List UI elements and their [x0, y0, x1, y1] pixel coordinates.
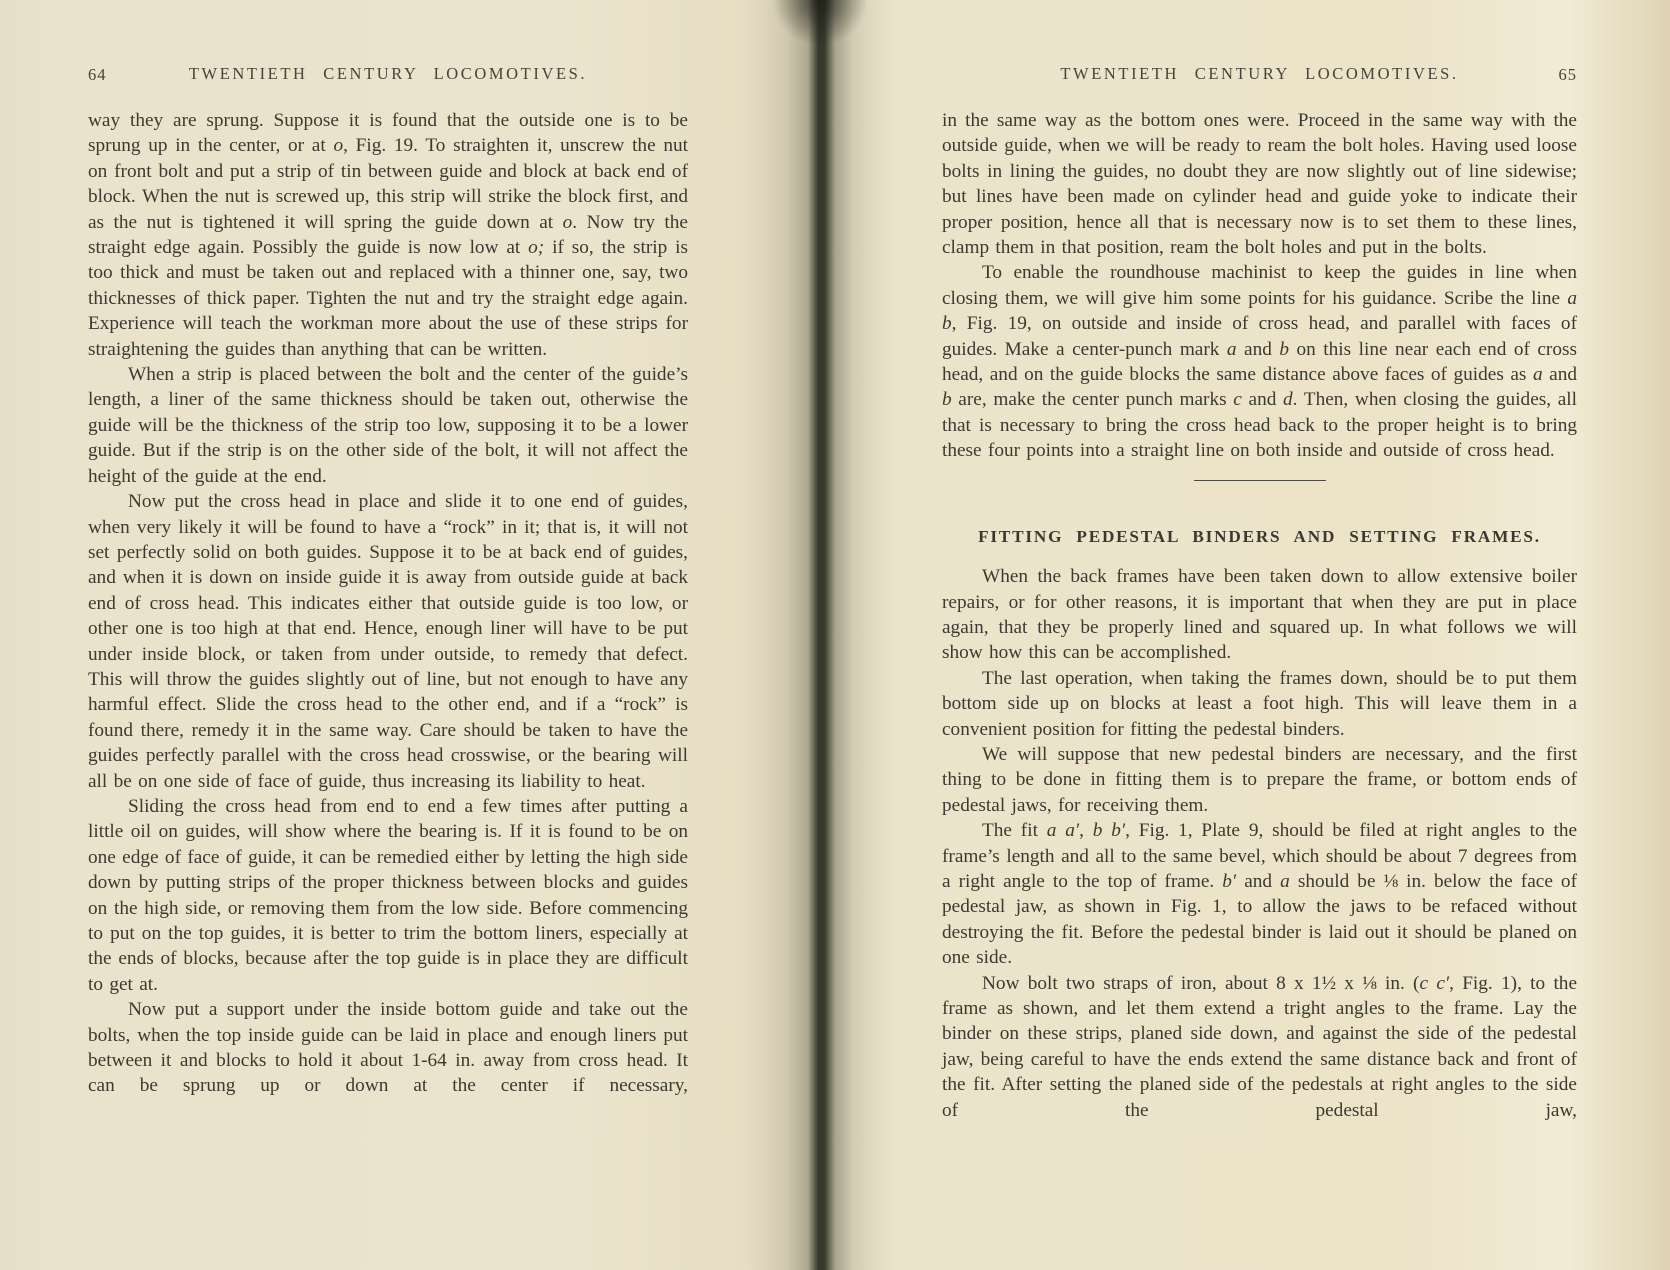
paragraph: way they are sprung. Suppose it is found that the outside one is to be sprung up in the center, or at o, Fig. 19. To straighten it, unscrew the nut on front bolt and put a strip of tin between guide and block at back end of block. When the nut is screwed up, this strip will strike the block first, and as the nut is tightened it will spring the guide down at o. Now try the straight edge again. Possibly the guide is now low at o; if so, the strip is too thick and must be taken out and replaced with a thinner one, say, two thicknesses of thick paper. Tighten the nut and try the straight edge again. Experience will teach the workman more about the use of these strips for straightening the guides than anything that can be written. — [88, 110, 688, 360]
page-number-left: 64 — [88, 65, 107, 84]
paragraph: To enable the roundhouse machinist to keep the guides in line when closing them, we will give him some points for his guidance. Scribe the line a b, Fig. 19, on outside and inside of cross head, and parallel with faces of guides. Make a center-punch mark a and b on this line near each end of cross head, and on the guide blocks the same distance above faces of guides as a and b are, make the center punch marks c and d. Then, when closing the guides, all that is necessary to bring the cross head back to the proper height is to bring these four points into a straight line on both inside and outside of cross head. — [942, 262, 1578, 462]
page-header-left — [88, 64, 688, 90]
page-left — [0, 0, 810, 1270]
running-title-left: TWENTIETH CENTURY LOCOMOTIVES. — [188, 64, 588, 83]
paragraph: When the back frames have been taken down to allow extensive boiler repairs, or for other reasons, it is important that when they are put in place again, that they be properly lined and squared up. In what follows we will show how this can be accomplished. — [942, 566, 1577, 664]
paragraph: Now put the cross head in place and slide it to one end of guides, when very likely it will be found to have a “rock” in it; that is, it will not set perfectly solid on both guides. Suppose it to be at back end of guides, and when it is down on inside guide it is away from outside guide at back end of cross head. This indicates either that outside guide is too low, or other one is too high at that end. Hence, enough liner will have to be put under inside block, or taken from under outside, to remedy that defect. This will throw the guides slightly out of line, but not enough to have any harmful effect. Slide the cross head to the other end, and if a “rock” is found there, remedy it in the same way. Care should be taken to have the guides perfectly parallel with the cross head crosswise, or the bearing will all be on one side of face of guide, thus increasing its liability to heat. — [88, 491, 688, 792]
paragraph: Sliding the cross head from end to end a few times after putting a little oil on guides, will show where the bearing is. If it is found to be on one edge of face of guide, it can be remedied either by letting the high side down by putting strips of the proper thickness between blocks and guides on the high side, or removing them from the low side. Before commencing to put on the top guides, it is better to trim the bottom liners, especially at the ends of blocks, because after the top guide is in place they are difficult to get at. — [88, 795, 688, 995]
paragraph: The last operation, when taking the frames down, should be to put them bottom side up on blocks at least a foot high. This will leave them in a convenient position for fitting the pedestal binders. — [942, 667, 1577, 740]
page-body-left — [88, 108, 688, 1099]
page-number-right: 65 — [1558, 65, 1577, 84]
section-heading: FITTING PEDESTAL BINDERS AND SETTING FRAMES. — [978, 526, 1541, 546]
paragraph: Now put a support under the inside bottom guide and take out the bolts, when the top inside guide can be laid in place and enough liners put between it and blocks to hold it about 1-64 in. away from cross head. It can be sprung up or down at the center if necessary, — [88, 999, 688, 1097]
paragraph: We will suppose that new pedestal binders are necessary, and the first thing to be done in fitting them is to prepare the frame, or bottom ends of pedestal jaws, for receiving them. — [942, 743, 1577, 816]
paragraph: Now bolt two straps of iron, about 8 x 1½ x ⅛ in. (c c′, Fig. 1), to the frame as shown, and let them extend a tright angles to the frame. Lay the binder on these strips, planed side down, and against the side of the pedestal jaw, being careful to have the ends extend the same distance back and front of the fit. After setting the planed side of the pedestals at right angles to the side of the pedestal jaw, — [942, 972, 1578, 1121]
paragraph: in the same way as the bottom ones were. Proceed in the same way with the outside guide, when we will be ready to ream the bolt holes. Having used loose bolts in lining the guides, no doubt they are now slightly out of line sidewise; but lines have been made on cylinder head and guide yoke to indicate their proper position, hence all that is necessary now is to set them to these lines, clamp them in that position, ream the bolt holes and put in the bolts. — [942, 110, 1577, 259]
page-right — [810, 0, 1670, 1270]
paragraph: The fit a a′, b b′, Fig. 1, Plate 9, should be filed at right angles to the frame’s length and all to the same bevel, which should be about 7 degrees from a right angle to the top of frame. b′ and a should be ⅛ in. below the face of pedestal jaw, as shown in Fig. 1, to allow the jaws to be refaced without destroying the fit. Before the pedestal binder is laid out it should be planed on one side. — [942, 820, 1578, 969]
page-header-right — [942, 64, 1577, 90]
paragraph: When a strip is placed between the bolt and the center of the guide’s length, a liner of the same thickness should be taken out, otherwise the guide will be the thickness of the strip too low, supposing it to be a lower guide. But if the strip is on the other side of the bolt, it will not affect the height of the guide at the end. — [88, 364, 688, 487]
page-body-right — [942, 108, 1577, 1123]
running-title-right: TWENTIETH CENTURY LOCOMOTIVES. — [1060, 64, 1459, 83]
section-divider-rule — [1194, 480, 1326, 481]
